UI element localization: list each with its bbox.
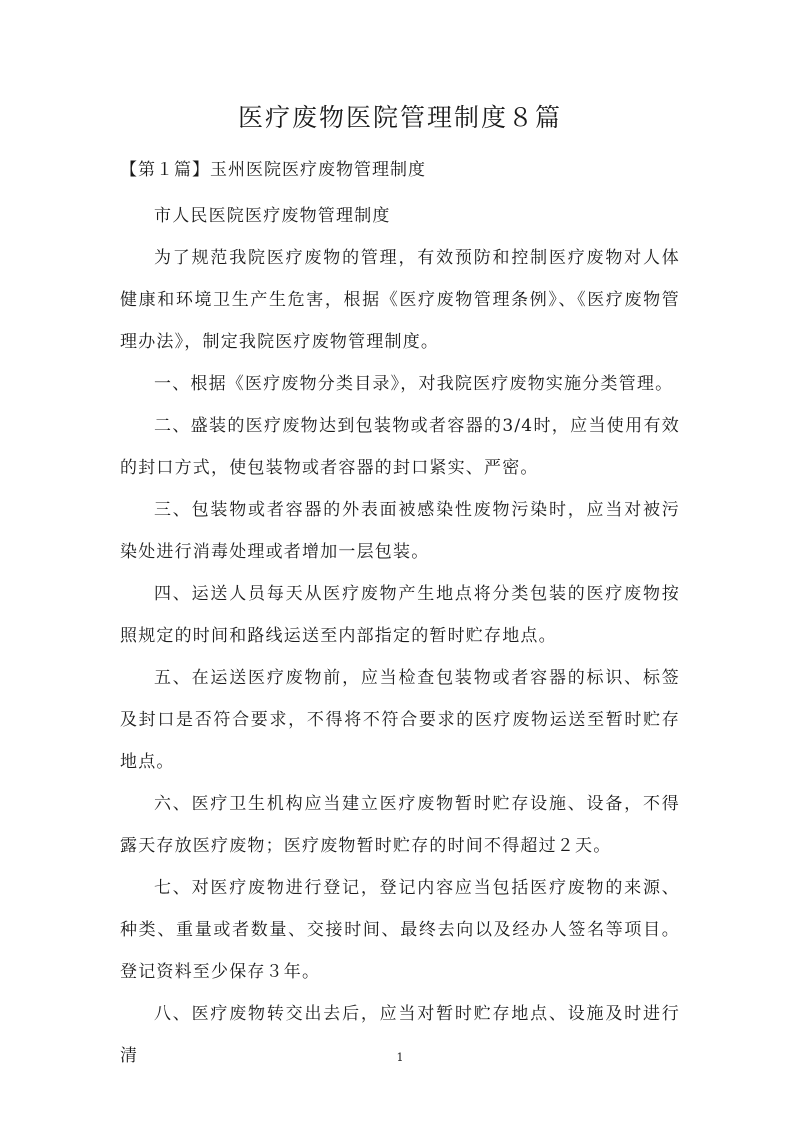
paragraph-subtitle: 市人民医院医疗废物管理制度	[154, 206, 391, 226]
paragraph-item-7: 七、对医疗废物进行登记，登记内容应当包括医疗废物的来源、种类、重量或者数量、交接时间、最终去向以及经办人签名等项目。登记资料至少保存３年。	[120, 878, 680, 982]
paragraph-item-5: 五、在运送医疗废物前，应当检查包装物或者容器的标识、标签及封口是否符合要求，不得将不符合要求的医疗废物运送至暂时贮存地点。	[120, 668, 680, 772]
document-title: 医疗废物医院管理制度８篇	[237, 103, 562, 132]
page-number: 1	[396, 1051, 404, 1064]
section-heading: 【第１篇】玉州医院医疗废物管理制度	[120, 160, 426, 180]
paragraph-item-2: 二、盛装的医疗废物达到包装物或者容器的3/4时，应当使用有效的封口方式，使包装物或者容器的封口紧实、严密。	[120, 416, 680, 478]
paragraph-item-6: 六、医疗卫生机构应当建立医疗废物暂时贮存设施、设备，不得露天存放医疗废物；医疗废物暂时贮存的时间不得超过２天。	[120, 794, 680, 856]
paragraph-intro: 为了规范我院医疗废物的管理，有效预防和控制医疗废物对人体健康和环境卫生产生危害，根据《医疗废物管理条例》、《医疗废物管理办法》，制定我院医疗废物管理制度。	[120, 248, 680, 352]
paragraph-item-1: 一、根据《医疗废物分类目录》，对我院医疗废物实施分类管理。	[154, 374, 674, 394]
paragraph-item-4: 四、运送人员每天从医疗废物产生地点将分类包装的医疗废物按照规定的时间和路线运送至内部指定的暂时贮存地点。	[120, 584, 680, 646]
paragraph-item-3: 三、包装物或者容器的外表面被感染性废物污染时，应当对被污染处进行消毒处理或者增加一层包装。	[120, 500, 680, 562]
paragraph-item-8: 八、医疗废物转交出去后，应当对暂时贮存地点、设施及时进行清	[120, 1004, 680, 1066]
